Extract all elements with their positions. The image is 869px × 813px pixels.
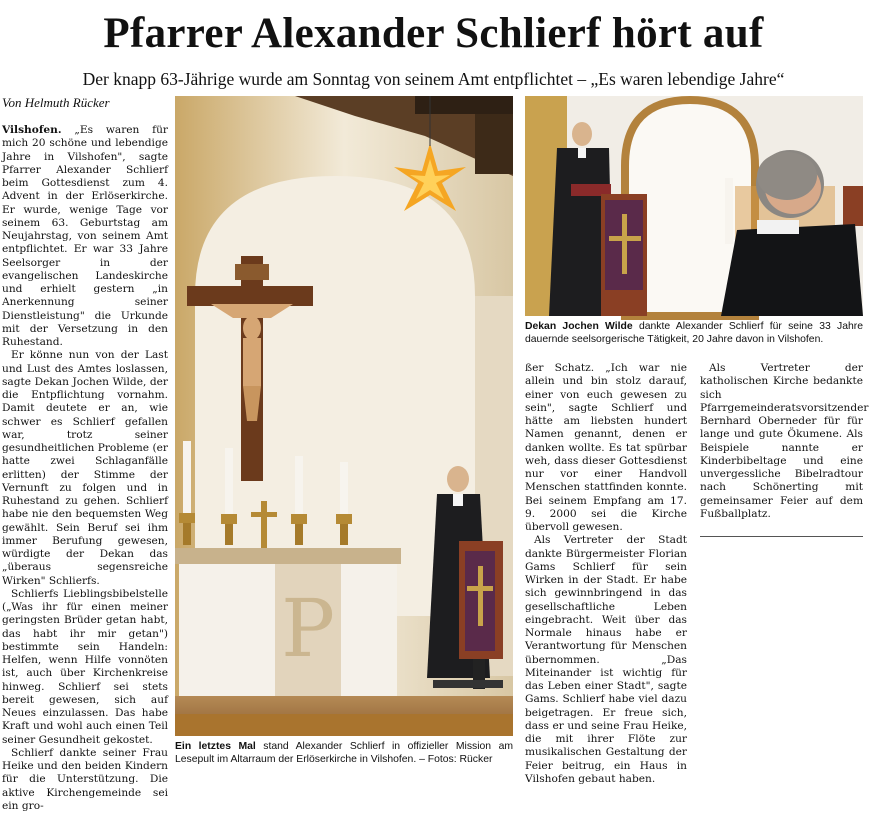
paragraph: „Es waren für mich 20 schöne und lebendige Jahre in Vilshofen", sagte Pfarrer Alexander Schlierf beim Gottesdienst zum 4. Advent in der Erlöserkirche. Er wurde, wenige Tage vor seinem 63. Geburtstag am Neujahrstag, von seinem Amt entpflichtet. Er war 33 Jahre Seelsorger in der evangelischen Landeskirche und erhielt gestern „in Anerkennung seiner Dienstleistung" die Urkunde mit der Versetzung in den Ruhestand. bbox=[2, 124, 168, 348]
paragraph: Er könne nun von der Last und Lust des Amtes loslassen, sagte Dekan Jochen Wilde, der die Entpflichtung vornahm. Damit deutete er an, wie schwer es Schlierf gefallen war, trotz seiner gesundheitlichen Probleme (er hatte zwei Schlaganfälle erlitten) der Stimme der Vernunft zu folgen und in Ruhestand zu gehen. Schlierf habe nie den bequemsten Weg gewählt. Sein Beruf sei ihm immer Berufung gewesen, würdigte der Dekan das „überaus segensreiche Wirken" Schlierfs. bbox=[2, 349, 168, 587]
photo-dean-thanks bbox=[525, 96, 863, 316]
subheadline: Der knapp 63-Jährige wurde am Sonntag von seinem Amt entpflichtet – „Es waren lebendige Jahre“ bbox=[82, 69, 785, 89]
photo-caption-dean bbox=[525, 320, 863, 346]
paragraph: Schlierfs Lieblingsbibelstelle („Was ihr für einen meiner geringsten Brüder getan habt, das habt ihr mir getan") bestimmte sein Handeln: Helfen, wenn Hilfe vonnöten ist, auch über Kirchenkreise hinweg. Schlierf sei stets bereit gewesen, sich auf Neues einzulassen. Das habe Kraft und wohl auch einen Teil seiner Gesundheit gekostet. bbox=[2, 587, 168, 746]
photo-dean-image bbox=[525, 96, 863, 316]
photo-caption-altar bbox=[175, 740, 513, 766]
svg-text:P: P bbox=[281, 582, 335, 675]
paragraph: Schlierf dankte seiner Frau Heike und den beiden Kindern für die Unterstützung. Die aktive Kirchengemeinde sei ein gro- bbox=[2, 746, 168, 812]
photo-altar-lectern bbox=[175, 96, 513, 736]
paragraph: ßer Schatz. „Ich war nie allein und bin stolz darauf, einer von euch gewesen zu sein", sagte Schlierf und hätte am liebsten hundert Namen genannt, denen er danken wollte. Es tat spürbar weh, dass dieser Gottesdienst nur vor einer Handvoll Menschen stattfinden konnte. Bei seinem Empfang am 17. 9. 2000 sei die Kirche übervoll gewesen. bbox=[525, 362, 687, 533]
caption-text: stand Alexander Schlierf in offizieller Mission am Lesepult im Altarraum der Erlöserkirche in Vilshofen. – Fotos: Rücker bbox=[175, 741, 513, 765]
caption-lead: Ein letztes Mal bbox=[175, 741, 256, 752]
article-column-4 bbox=[700, 362, 869, 522]
byline: Von Helmuth Rücker bbox=[2, 95, 110, 110]
paragraph: Als Vertreter der katholischen Kirche bedankte sich Pfarrgemeinderatsvorsitzender Bernhard Oberneder für für lange und gute Ökumene. Als Beispiele nannte er Kinderbibeltage und eine unvergessliche Bibelradtour nach Schönerting mit gemeinsamer Feier auf dem Fußballplatz. bbox=[700, 362, 869, 520]
article-column-1 bbox=[2, 124, 168, 812]
caption-text: dankte Alexander Schlierf für seine 33 Jahre dauernde seelsorgerische Tätigkeit, 20 Jahre davon in Vilshofen. bbox=[525, 321, 863, 345]
photo-altar-image bbox=[175, 96, 513, 736]
paragraph: Als Vertreter der Stadt dankte Bürgermeister Florian Gams Schlierf für sein Wirken in der Stadt. Er habe sich gewinnbringend in das gesellschaftliche Leben eingebracht. Weit über das Normale hinaus habe er Verantwortung für Menschen übernommen. „Das Miteinander ist wichtig für das Leben einer Stadt", sagte Gams. Schlierf habe viel dazu beigetragen. Er freue sich, dass er und seine Frau Heike, die mit ihrer Flöte zur musikalischen Gestaltung der Feier beitrug, ein Haus in Vilshofen gebaut haben. bbox=[525, 534, 687, 785]
dateline: Vilshofen. bbox=[2, 124, 62, 136]
article-column-3 bbox=[525, 362, 687, 785]
headline: Pfarrer Alexander Schlierf hört auf bbox=[103, 10, 764, 57]
caption-lead: Dekan Jochen Wilde bbox=[525, 321, 633, 332]
column-end-rule bbox=[700, 536, 863, 537]
